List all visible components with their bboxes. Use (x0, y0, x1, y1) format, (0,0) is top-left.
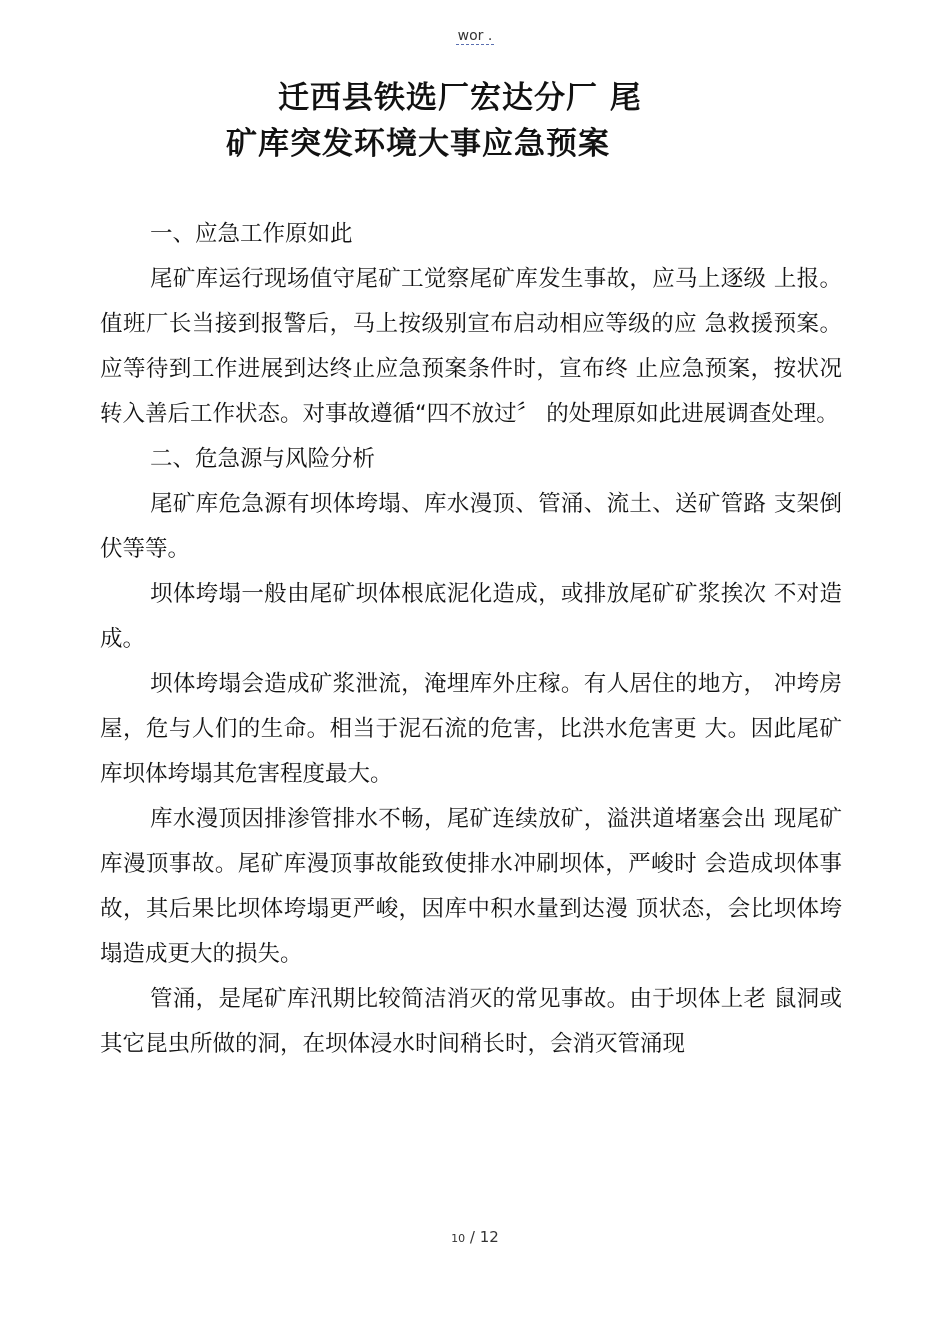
paragraph: 库水漫顶因排渗管排水不畅，尾矿连续放矿，溢洪道堵塞会出 现尾矿库漫顶事故。尾矿库漫顶事故能致使排水冲刷坝体，严峻时 会造成坝体事故，其后果比坝体垮塌更严峻，因库中积水量到达漫 顶状态，会比坝体垮塌造成更大的损失。 (100, 806, 842, 967)
page-number (0, 1228, 950, 1246)
current-page-number: 10 (451, 1232, 466, 1245)
section-heading-1: 一、应急工作原如此 (150, 221, 353, 247)
total-pages: 12 (479, 1228, 499, 1246)
document-body (100, 212, 842, 1067)
document-title-line-2: 矿库突发环境大事应急预案 (226, 126, 610, 162)
page-header-mark (0, 28, 950, 44)
paragraph: 坝体垮塌会造成矿浆泄流，淹埋库外庄稼。有人居住的地方， 冲垮房屋，危与人们的生命。相当于泥石流的危害，比洪水危害更 大。因此尾矿库坝体垮塌其危害程度最大。 (100, 671, 842, 787)
section-heading-2: 二、危急源与风险分析 (150, 446, 376, 472)
paragraph: 管涌，是尾矿库汛期比较简洁消灭的常见事故。由于坝体上老 鼠洞或其它昆虫所做的洞，在坝体浸水时间稍长时，会消灭管涌现 (100, 986, 842, 1057)
paragraph: 尾矿库危急源有坝体垮塌、库水漫顶、管涌、流土、送矿管路 支架倒伏等等。 (100, 491, 842, 562)
header-mark-text: wor . (457, 28, 493, 44)
paragraph: 尾矿库运行现场值守尾矿工觉察尾矿库发生事故，应马上逐级 上报。值班厂长当接到报警后，马上按级别宣布启动相应等级的应 急救援预案。应等待到工作进展到达终止应急预案条件时，宣布终 止应急预案，按状况转入善后工作状态。对事故遵循“四不放过〞 的处理原如此进展调查处理。 (100, 266, 842, 427)
document-title-line-1: 迁西县铁选厂宏达分厂 尾 (278, 80, 642, 116)
paragraph: 坝体垮塌一般由尾矿坝体根底泥化造成，或排放尾矿矿浆挨次 不对造成。 (100, 581, 842, 652)
page-separator: / (469, 1228, 475, 1246)
